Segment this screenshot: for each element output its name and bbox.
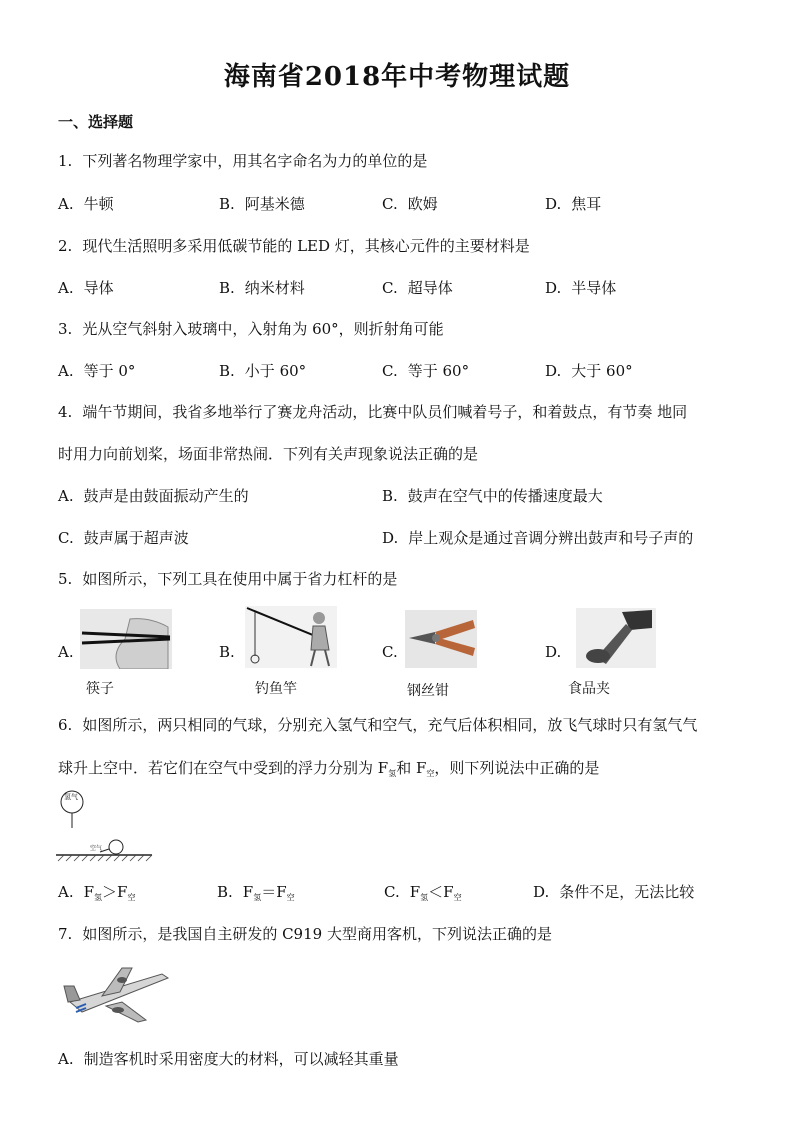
option-c[interactable]: C. 超导体 — [382, 279, 453, 297]
option-d[interactable]: D. 条件不足，无法比较 — [533, 883, 695, 901]
air-label: 空气 — [90, 845, 103, 852]
question-text: 端午节期间，我省多地举行了赛龙舟活动，比赛中队员们喊着号子，和着鼓点，有节奏 地同 — [82, 403, 688, 421]
option-b[interactable]: B. 小于 60° — [219, 362, 307, 380]
option-d[interactable]: D. 岸上观众是通过音调分辨出鼓声和号子声的 — [382, 529, 694, 547]
figure-caption: 钓鱼竿 — [255, 681, 297, 697]
question-4 — [58, 401, 687, 422]
option-a[interactable]: A. 等于 0° — [58, 362, 136, 380]
fishing-rod-figure — [245, 606, 337, 668]
chopsticks-figure — [80, 609, 172, 669]
figure-caption: 食品夹 — [568, 681, 610, 697]
option-c[interactable]: C. 等于 60° — [382, 362, 470, 380]
food-tongs-figure — [576, 608, 656, 668]
question-number: 4. — [58, 403, 73, 421]
hydrogen-label: 氢气 — [64, 793, 78, 801]
question-text: 现代生活照明多采用低碳节能的 LED 灯，其核心元件的主要材料是 — [82, 237, 530, 255]
question-text: 如图所示，下列工具在使用中属于省力杠杆的是 — [82, 570, 398, 588]
option-b[interactable]: B. — [219, 643, 235, 661]
question-number: 2. — [58, 237, 73, 255]
question-text: 如图所示，是我国自主研发的 C919 大型商用客机，下列说法正确的是 — [82, 925, 552, 943]
option-b[interactable]: B. 阿基米德 — [219, 195, 305, 213]
option-c[interactable]: C. 欧姆 — [382, 195, 438, 213]
question-text: 如图所示，两只相同的气球，分别充入氢气和空气，充气后体积相同，放飞气球时只有氢气气 — [82, 716, 698, 734]
option-a[interactable]: A. — [58, 643, 74, 661]
question-7 — [58, 923, 552, 944]
question-5 — [58, 568, 397, 589]
question-number: 7. — [58, 925, 73, 943]
question-6 — [58, 714, 697, 735]
question-number: 1. — [58, 152, 73, 170]
option-d[interactable]: D. — [545, 643, 562, 661]
question-4-line-2: 时用力向前划桨，场面非常热闹．下列有关声现象说法正确的是 — [58, 445, 479, 463]
question-1 — [58, 150, 427, 171]
option-b[interactable]: B. $F_氢=F_空$ — [217, 883, 295, 902]
question-text: 光从空气斜射入玻璃中，入射角为 60°，则折射角可能 — [82, 320, 444, 338]
option-a[interactable]: A. 制造客机时采用密度大的材料，可以减轻其重量 — [58, 1050, 399, 1068]
option-a[interactable]: A. 导体 — [58, 279, 114, 297]
option-a[interactable]: A. 牛顿 — [58, 195, 114, 213]
question-6-line-2: 球升上空中．若它们在空气中受到的浮力分别为 $F_氢$和 $F_空$，则下列说法中正确的是 — [58, 759, 600, 778]
wire-pliers-figure — [405, 610, 477, 668]
question-number: 6. — [58, 716, 73, 734]
question-2 — [58, 235, 530, 256]
balloons-figure — [56, 786, 156, 862]
question-3 — [58, 318, 444, 339]
option-c[interactable]: C. $F_氢<F_空$ — [384, 883, 462, 902]
option-c[interactable]: C. 鼓声属于超声波 — [58, 529, 189, 547]
option-d[interactable]: D. 半导体 — [545, 279, 617, 297]
section-heading: 一、选择题 — [58, 113, 134, 131]
option-b[interactable]: B. 鼓声在空气中的传播速度最大 — [382, 487, 603, 505]
option-b[interactable]: B. 纳米材料 — [219, 279, 305, 297]
option-c[interactable]: C. — [382, 643, 398, 661]
c919-airplane-figure — [62, 962, 172, 1028]
option-a[interactable]: A. $F_氢>F_空$ — [58, 883, 136, 902]
question-number: 5. — [58, 570, 73, 588]
figure-caption: 筷子 — [86, 681, 114, 697]
question-number: 3. — [58, 320, 73, 338]
figure-caption: 钢丝钳 — [407, 683, 449, 699]
option-d[interactable]: D. 大于 60° — [545, 362, 633, 380]
page-title: 海南省2018年中考物理试题 — [223, 62, 571, 92]
option-d[interactable]: D. 焦耳 — [545, 195, 602, 213]
option-a[interactable]: A. 鼓声是由鼓面振动产生的 — [58, 487, 249, 505]
question-text: 下列著名物理学家中，用其名字命名为力的单位的是 — [82, 152, 428, 170]
